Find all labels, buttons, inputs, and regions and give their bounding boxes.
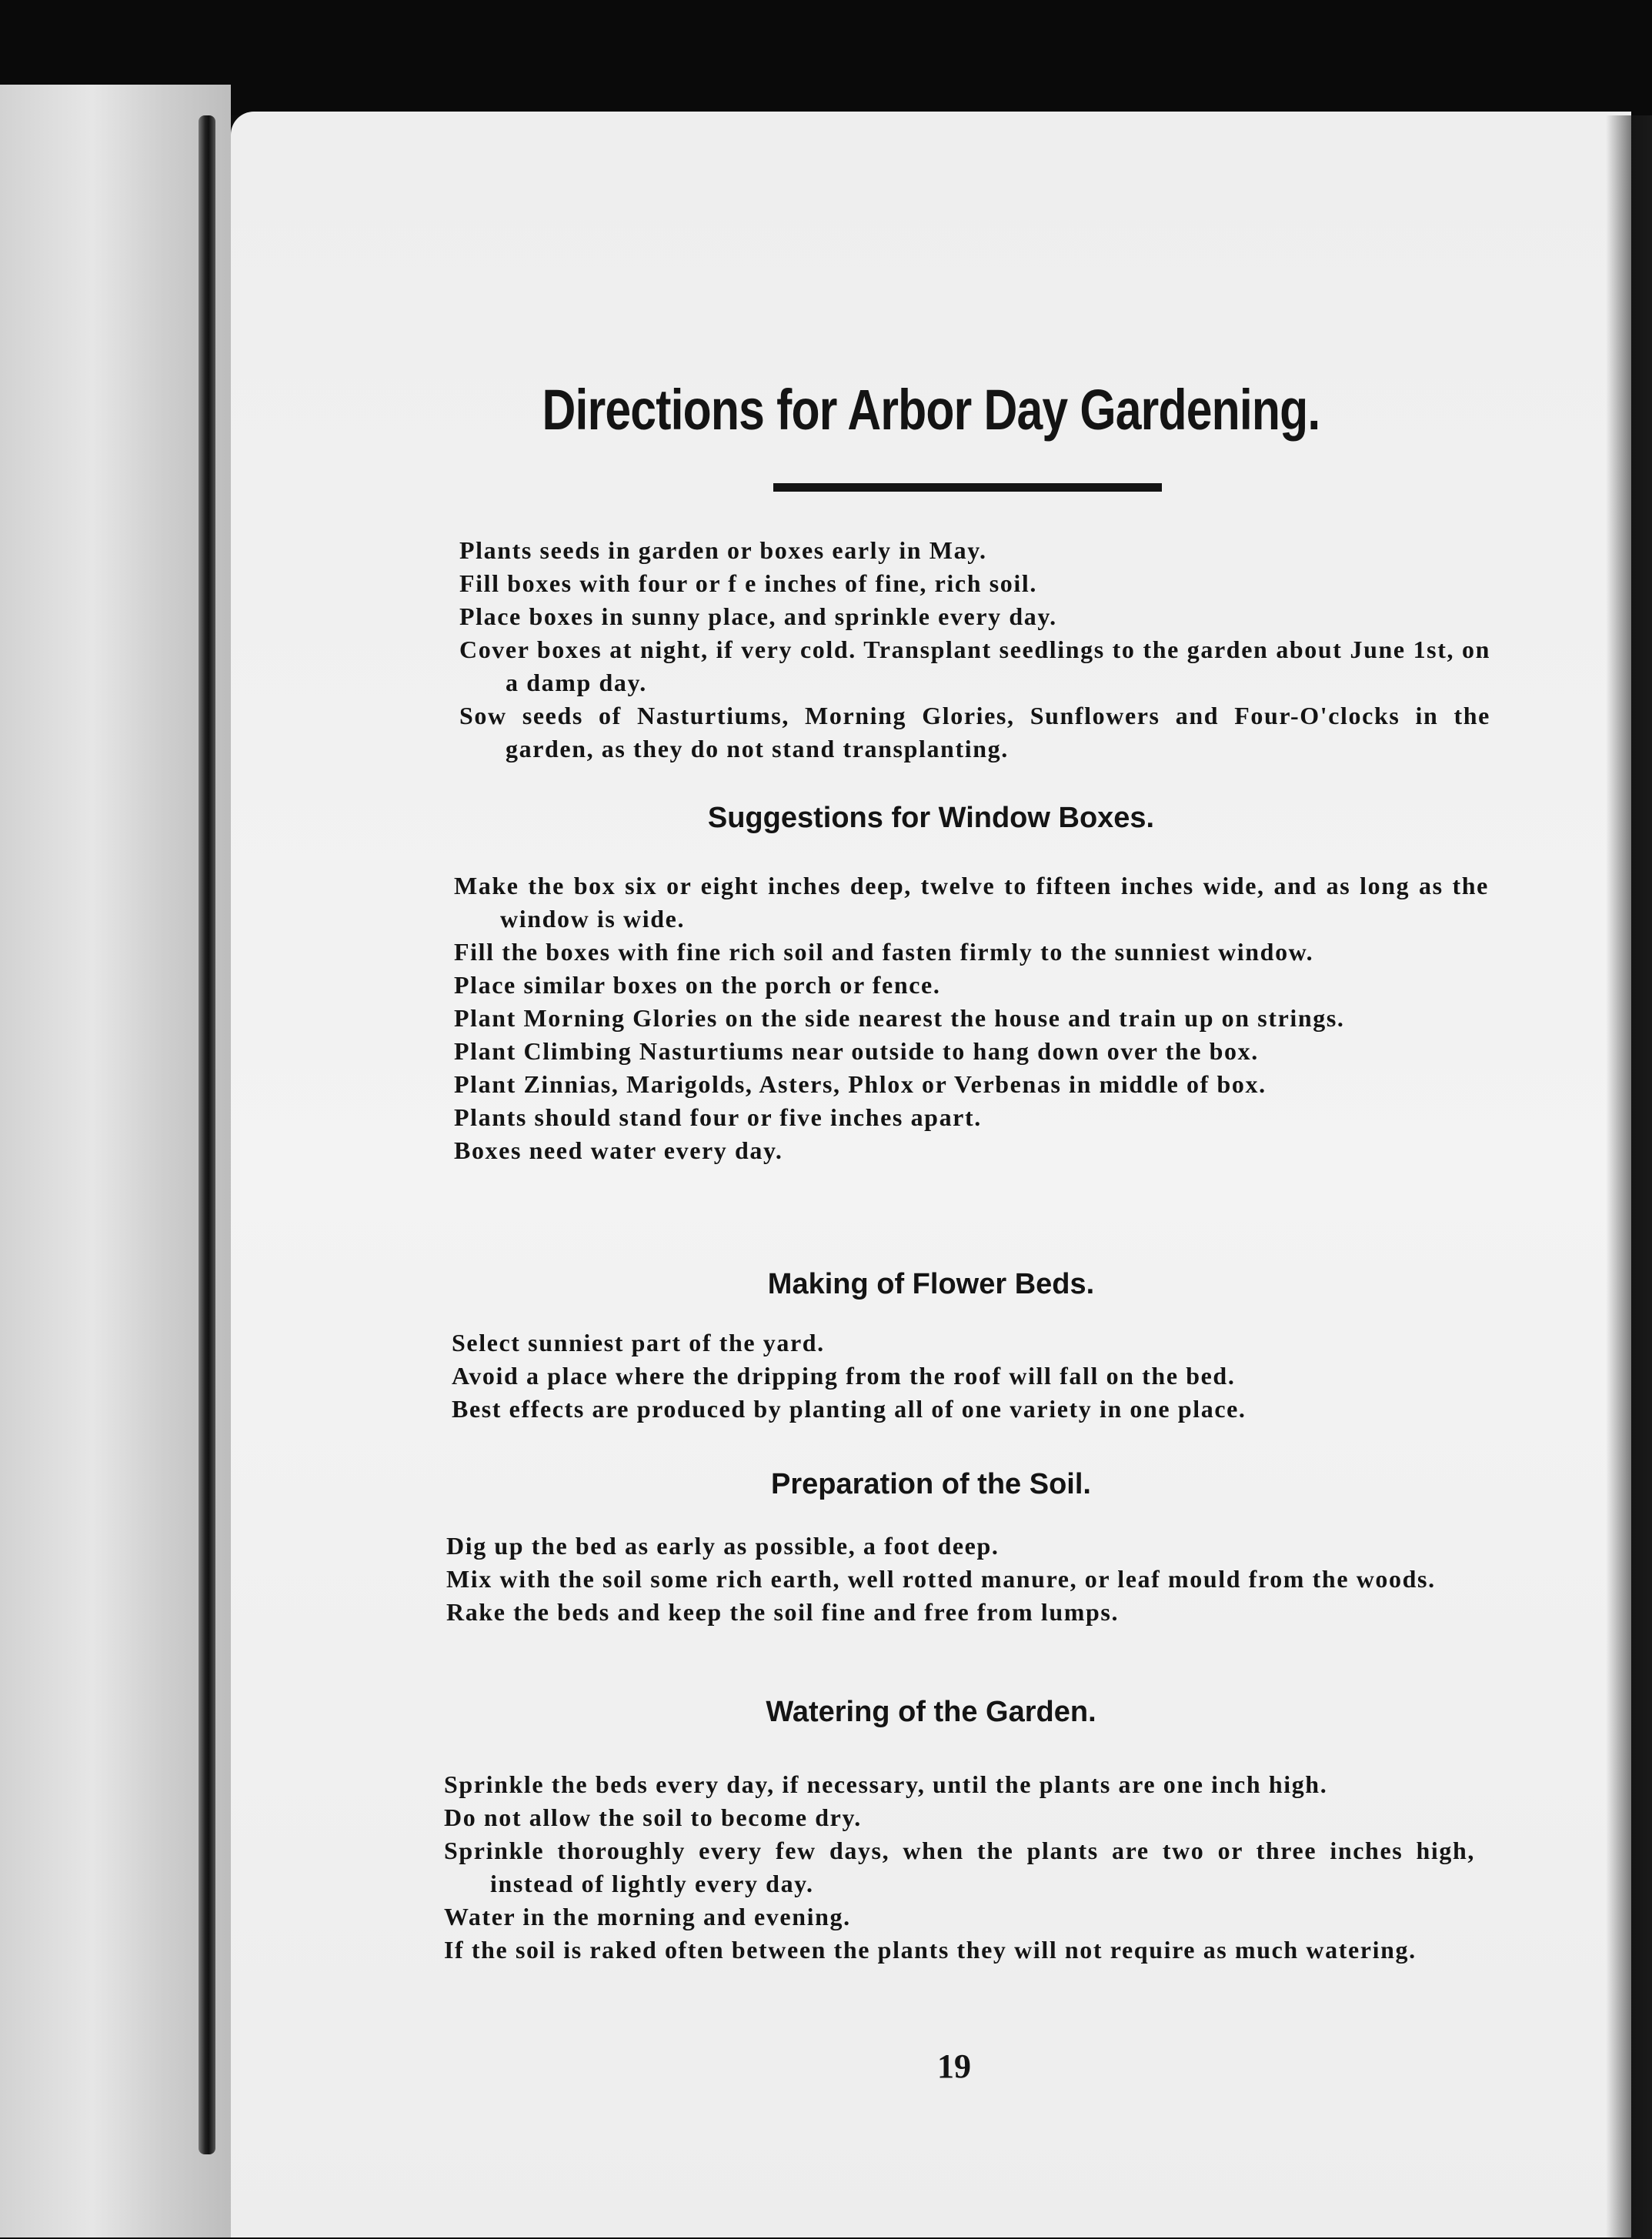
list-item: Avoid a place where the dripping from the roof will fall on the bed. bbox=[452, 1362, 1236, 1390]
list-item: Sprinkle the beds every day, if necessary, until the plants are one inch high. bbox=[444, 1770, 1328, 1798]
section-heading-window-boxes: Suggestions for Window Boxes. bbox=[707, 802, 1155, 834]
list-item: Plants seeds in garden or boxes early in May. bbox=[459, 536, 987, 564]
list-item: Plants should stand four or five inches apart. bbox=[454, 1103, 982, 1131]
list-item: Best effects are produced by planting all of one variety in one place. bbox=[452, 1395, 1247, 1423]
list-item: Rake the beds and keep the soil fine and free from lumps. bbox=[446, 1598, 1120, 1626]
scan-border-top bbox=[0, 0, 1652, 115]
list-item: Place boxes in sunny place, and sprinkle every day. bbox=[459, 602, 1057, 630]
list-item: Plant Morning Glories on the side nearest the house and train up on strings. bbox=[454, 1004, 1345, 1032]
book-gutter bbox=[199, 115, 215, 2154]
list-item: Sprinkle thoroughly every few days, when the plants are two or three inches high, instead of lightly every day. bbox=[444, 1837, 1475, 1897]
page-number: 19 bbox=[937, 2047, 971, 2085]
list-item: Sow seeds of Nasturtiums, Morning Glories, Sunflowers and Four-O'clocks in the garden, as they do not stand transplanting. bbox=[459, 702, 1490, 762]
section-heading-watering: Watering of the Garden. bbox=[766, 1696, 1096, 1728]
list-item: Place similar boxes on the porch or fence. bbox=[454, 971, 941, 999]
section-heading-soil: Preparation of the Soil. bbox=[771, 1468, 1091, 1500]
title-rule bbox=[773, 483, 1162, 492]
list-item: Mix with the soil some rich earth, well rotted manure, or leaf mould from the woods. bbox=[446, 1565, 1436, 1593]
list-item: If the soil is raked often between the plants they will not require as much watering. bbox=[444, 1936, 1417, 1964]
window-boxes-list bbox=[454, 869, 1489, 1167]
intro-list bbox=[459, 534, 1490, 766]
list-item: Cover boxes at night, if very cold. Transplant seedlings to the garden about June 1st, on a damp day. bbox=[459, 636, 1490, 696]
scan-border-right bbox=[1606, 115, 1652, 2239]
list-item: Make the box six or eight inches deep, twelve to fifteen inches wide, and as long as the window is wide. bbox=[454, 872, 1489, 933]
watering-list bbox=[444, 1768, 1475, 1967]
list-item: Boxes need water every day. bbox=[454, 1136, 783, 1164]
soil-list bbox=[446, 1530, 1485, 1629]
section-heading-flower-beds: Making of Flower Beds. bbox=[767, 1268, 1095, 1300]
list-item: Plant Climbing Nasturtiums near outside to hang down over the box. bbox=[454, 1037, 1259, 1065]
list-item: Do not allow the soil to become dry. bbox=[444, 1804, 862, 1831]
list-item: Dig up the bed as early as possible, a foot deep. bbox=[446, 1532, 1000, 1560]
list-item: Fill boxes with four or f e inches of fine, rich soil. bbox=[459, 569, 1037, 597]
flower-beds-list bbox=[452, 1326, 1487, 1426]
list-item: Water in the morning and evening. bbox=[444, 1903, 851, 1930]
list-item: Plant Zinnias, Marigolds, Asters, Phlox or Verbenas in middle of box. bbox=[454, 1070, 1267, 1098]
list-item: Select sunniest part of the yard. bbox=[452, 1329, 825, 1356]
page-title: Directions for Arbor Day Gardening. bbox=[542, 378, 1320, 442]
facing-page-edge bbox=[0, 85, 231, 2237]
list-item: Fill the boxes with fine rich soil and fasten firmly to the sunniest window. bbox=[454, 938, 1314, 966]
